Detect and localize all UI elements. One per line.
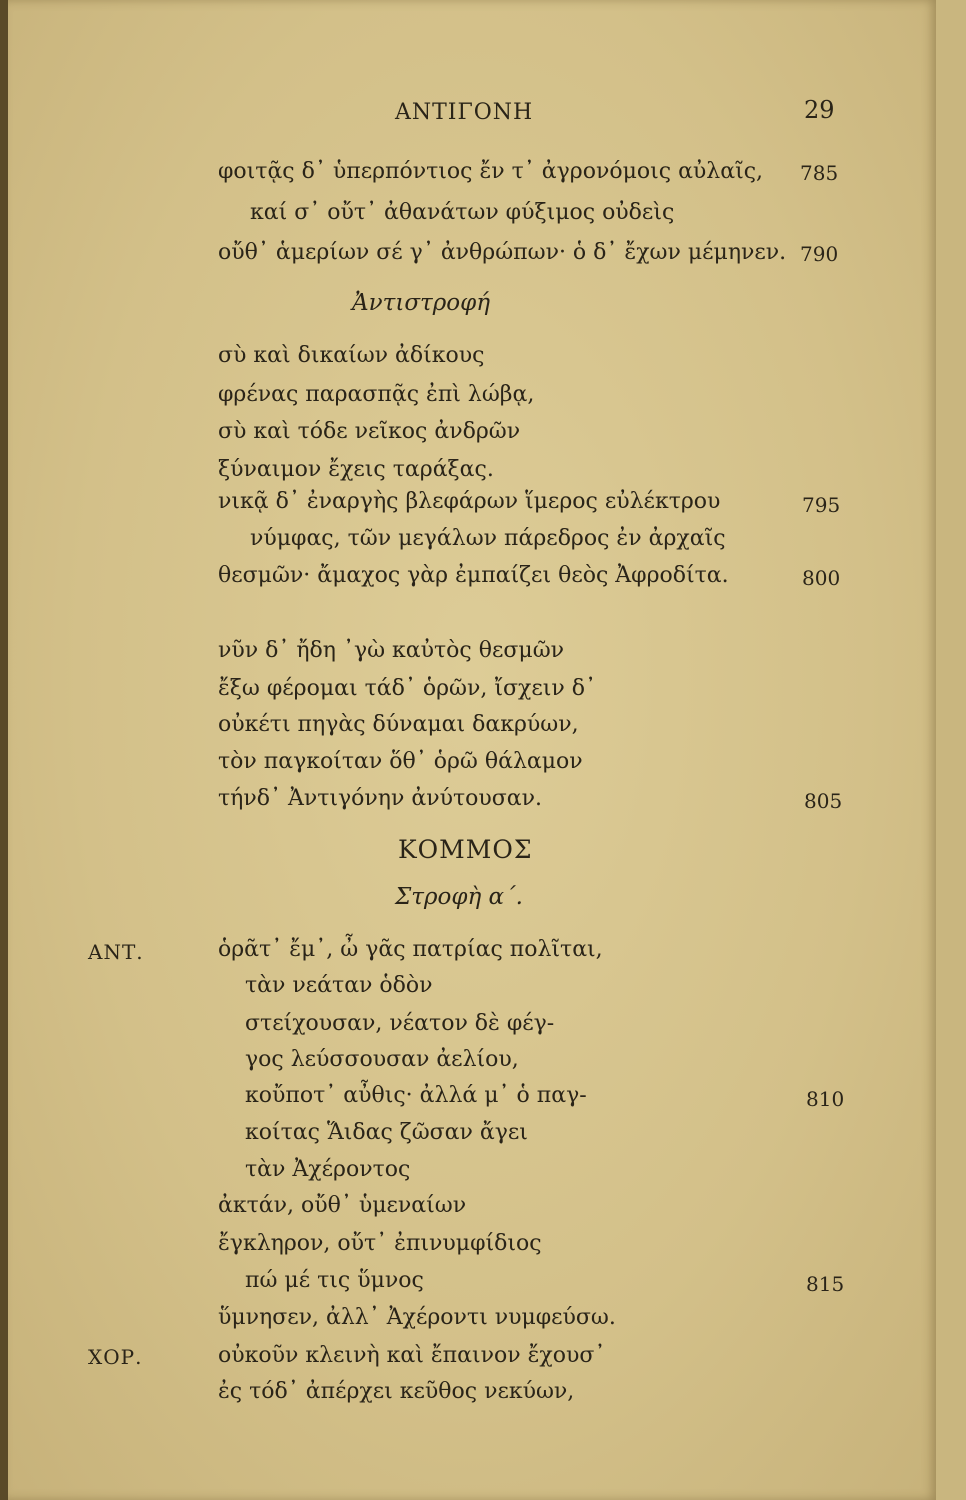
verse-line: ἀκτάν, οὔθ᾽ ὑμεναίων [218, 1193, 467, 1218]
running-head-title: ΑΝΤΙΓΟΝΗ [395, 100, 534, 125]
verse-line: καί σ᾽ οὔτ᾽ ἀθανάτων φύξιμος οὐδεὶς [250, 200, 675, 225]
line-number: 785 [800, 161, 839, 185]
verse-line: φρένας παρασπᾷς ἐπὶ λώβᾳ, [218, 382, 535, 407]
verse-line: κοὔποτ᾽ αὖθις· ἀλλά μ᾽ ὁ παγ- [245, 1083, 587, 1108]
kommos-title: ΚΟΜΜΟΣ [398, 835, 533, 864]
antistrophe-heading: Ἀντιστροφή [352, 290, 491, 316]
verse-line: ὕμνησεν, ἀλλ᾽ Ἀχέροντι νυμφεύσω. [218, 1305, 616, 1330]
verse-line: τήνδ᾽ Ἀντιγόνην ἀνύτουσαν. [218, 786, 542, 811]
verse-line: νύμφας, τῶν μεγάλων πάρεδρος ἐν ἀρχαῖς [250, 526, 726, 551]
verse-line: ὁρᾶτ᾽ ἔμ᾽, ὦ γᾶς πατρίας πολῖται, [218, 937, 603, 962]
line-number: 790 [800, 242, 839, 266]
verse-line: στείχουσαν, νέατον δὲ φέγ- [245, 1011, 555, 1036]
page-number: 29 [804, 96, 835, 124]
verse-line: θεσμῶν· ἄμαχος γὰρ ἐμπαίζει θεὸς Ἀφροδίτα. [218, 563, 729, 588]
verse-line: σὺ καὶ δικαίων ἀδίκους [218, 343, 485, 368]
verse-line: οὐκέτι πηγὰς δύναμαι δακρύων, [218, 712, 579, 737]
strophe-heading: Στροφὴ α΄. [395, 884, 523, 910]
line-number: 795 [802, 493, 841, 517]
verse-line: ἔξω φέρομαι τάδ᾽ ὁρῶν, ἴσχειν δ᾽ [218, 676, 596, 701]
verse-line: πώ μέ τις ὕμνος [245, 1268, 424, 1293]
line-number: 805 [804, 789, 843, 813]
line-number: 810 [806, 1087, 845, 1111]
page-edge [936, 0, 966, 1500]
verse-line: οὐκοῦν κλεινὴ καὶ ἔπαινον ἔχουσ᾽ [218, 1343, 606, 1368]
line-number: 815 [806, 1272, 845, 1296]
verse-line: ἔγκληρον, οὔτ᾽ ἐπινυμφίδιος [218, 1231, 542, 1256]
verse-line: γος λεύσσουσαν ἀελίου, [245, 1047, 519, 1072]
verse-line: τὰν Ἀχέροντος [245, 1157, 411, 1182]
verse-line: ἐς τόδ᾽ ἀπέρχει κεῦθος νεκύων, [218, 1379, 575, 1404]
speaker-ant: ΑΝΤ. [88, 940, 144, 964]
line-number: 800 [802, 566, 841, 590]
verse-line: τὰν νεάταν ὁδὸν [245, 973, 433, 998]
verse-line: ξύναιμον ἔχεις ταράξας. [218, 457, 494, 482]
verse-line: κοίτας Ἅιδας ζῶσαν ἄγει [245, 1120, 528, 1145]
verse-line: νῦν δ᾽ ἤδη ᾽γὼ καὐτὸς θεσμῶν [218, 638, 565, 663]
verse-line: νικᾷ δ᾽ ἐναργὴς βλεφάρων ἵμερος εὐλέκτρου [218, 489, 721, 514]
verse-line: σὺ καὶ τόδε νεῖκος ἀνδρῶν [218, 419, 521, 444]
verse-line: φοιτᾷς δ᾽ ὑπερπόντιος ἔν τ᾽ ἀγρονόμοις αὐλαῖς, [218, 159, 764, 184]
speaker-xor: ΧΟΡ. [88, 1345, 143, 1369]
verse-line: οὔθ᾽ ἁμερίων σέ γ᾽ ἀνθρώπων· ὁ δ᾽ ἔχων μέμηνεν. [218, 240, 787, 265]
verse-line: τὸν παγκοίταν ὅθ᾽ ὁρῶ θάλαμον [218, 749, 583, 774]
